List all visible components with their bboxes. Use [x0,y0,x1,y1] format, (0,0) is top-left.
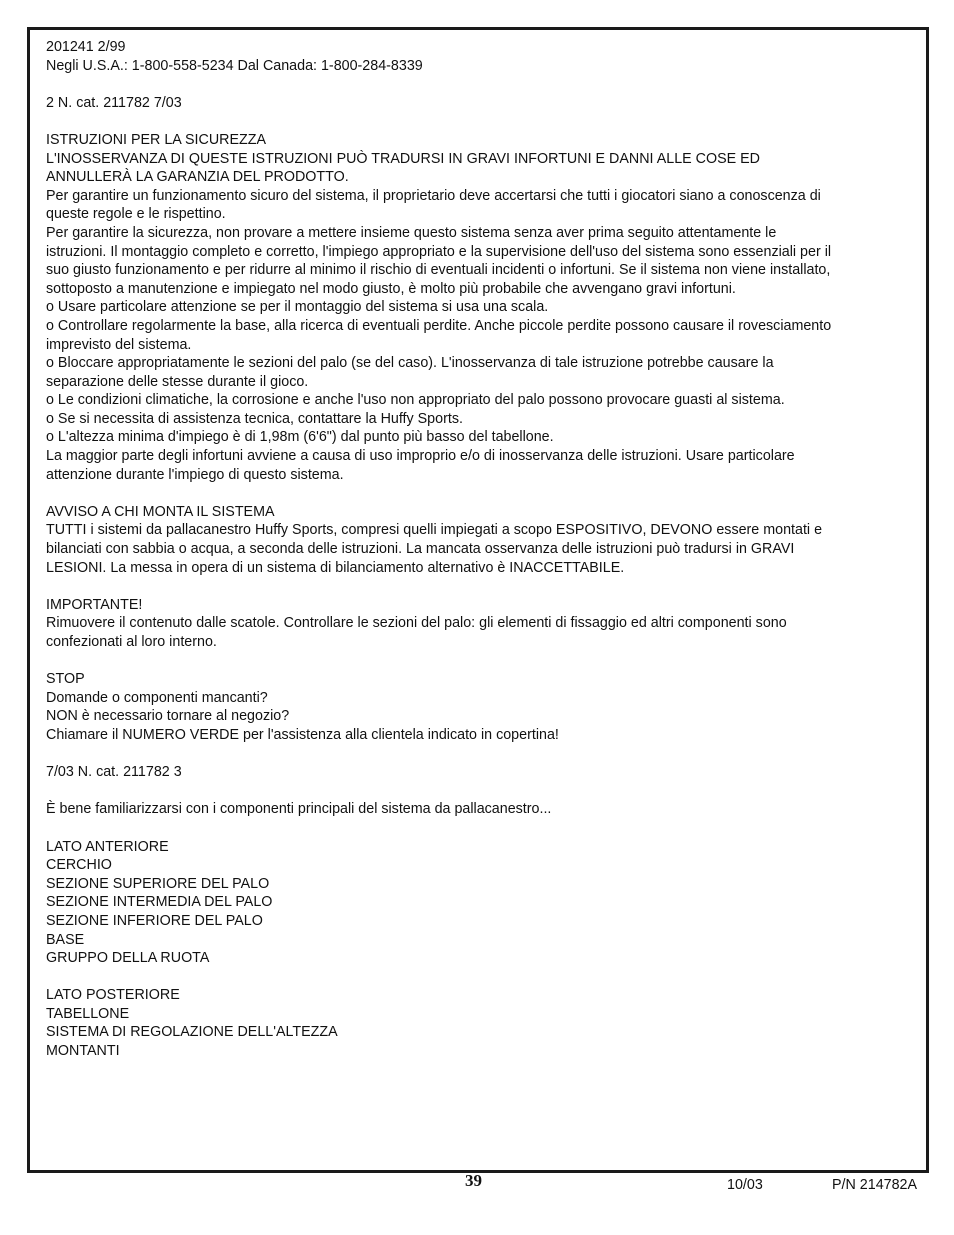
paragraph [46,800,914,819]
page-number: 39 [465,1171,482,1190]
paragraph [46,596,914,652]
paragraph-gap [46,112,914,131]
text-line: separazione delle stesse durante il gioco. [46,373,309,390]
text-line: 201241 2/99 [46,39,126,55]
text-line: ISTRUZIONI PER LA SICUREZZA [46,131,267,148]
part-number: P/N 214782A [832,1177,918,1193]
text-line: IMPORTANTE! [46,596,143,613]
text-line: LATO POSTERIORE [46,987,180,1004]
text-line: BASE [46,931,85,948]
text-line: 2 N. cat. 211782 7/03 [46,94,182,111]
text-line: Domande o componenti mancanti? [46,689,268,706]
text-line: istruzioni. Il montaggio completo e corretto, l'impiego appropriato e la supervisione dell'uso del sistema sono essenziali per il [46,243,832,260]
text-line: SEZIONE SUPERIORE DEL PALO [46,875,270,892]
text-line: NON è necessario tornare al negozio? [46,708,290,725]
text-line: bilanciati con sabbia o acqua, a seconda delle istruzioni. La mancata osservanza delle istruzioni può tradursi in GRAVI [46,541,795,558]
text-line: suo giusto funzionamento e per ridurre al minimo il rischio di eventuali incidenti o infortuni. Se il sistema non viene installato, [46,262,831,279]
paragraph [46,94,914,113]
footer-date: 10/03 [727,1177,763,1193]
paragraph [46,838,914,968]
text-line: Per garantire un funzionamento sicuro del sistema, il proprietario deve accertarsi che tutti i giocatori siano a conoscenza di [46,187,821,204]
paragraph-gap [46,484,914,503]
text-line: LATO ANTERIORE [46,838,169,855]
text-line: TUTTI i sistemi da pallacanestro Huffy Sports, compresi quelli impiegati a scopo ESPOSITIVO, DEVONO essere montati e [46,522,823,539]
text-line: Negli U.S.A.: 1-800-558-5234 Dal Canada: 1-800-284-8339 [46,57,423,74]
text-line: CERCHIO [46,857,112,874]
text-line: La maggior parte degli infortuni avviene a causa di uso improprio e/o di inosservanza delle istruzioni. Usare particolare [46,448,795,465]
paragraph [46,670,914,744]
paragraph-gap [46,75,914,94]
text-line: ANNULLERÀ LA GARANZIA DEL PRODOTTO. [46,169,349,186]
text-line: confezionati al loro interno. [46,634,217,650]
text-line: TABELLONE [46,1005,130,1022]
text-line: o Se si necessita di assistenza tecnica, contattare la Huffy Sports. [46,410,463,427]
paragraph-gap [46,782,914,801]
text-line: 7/03 N. cat. 211782 3 [46,764,182,781]
text-line: queste regole e le rispettino. [46,206,226,223]
text-line: MONTANTI [46,1043,120,1060]
text-line: È bene familiarizzarsi con i componenti principali del sistema da pallacanestro... [46,801,552,818]
paragraph [46,503,914,577]
text-line: o Controllare regolarmente la base, alla ricerca di eventuali perdite. Anche piccole perdite possono causare il rovesciamento [46,317,832,334]
paragraph-gap [46,577,914,596]
paragraph [46,131,914,484]
text-line: GRUPPO DELLA RUOTA [46,950,210,967]
paragraph-gap [46,745,914,764]
text-line: Rimuovere il contenuto dalle scatole. Controllare le sezioni del palo: gli elementi di fissaggio ed altri componenti sono [46,615,787,632]
text-line: o Usare particolare attenzione se per il montaggio del sistema si usa una scala. [46,299,549,316]
text-line: SEZIONE INFERIORE DEL PALO [46,912,263,929]
text-line: o Bloccare appropriatamente le sezioni del palo (se del caso). L'inosservanza di tale istruzione potrebbe causare la [46,355,774,372]
text-line: LESIONI. La messa in opera di un sistema di bilanciamento alternativo è INACCETTABILE. [46,559,625,576]
text-line: sottoposto a manutenzione e impiegato nel modo giusto, è molto più probabile che avvengano gravi infortuni. [46,280,736,297]
text-line: STOP [46,671,85,688]
text-line: AVVISO A CHI MONTA IL SISTEMA [46,503,275,520]
paragraph [46,986,914,1060]
paragraph-gap [46,968,914,987]
document-body [46,38,914,1061]
text-line: imprevisto del sistema. [46,336,192,353]
text-line: Per garantire la sicurezza, non provare a mettere insieme questo sistema senza aver prima seguito attentamente le [46,224,777,241]
text-line: SEZIONE INTERMEDIA DEL PALO [46,894,273,911]
text-line: SISTEMA DI REGOLAZIONE DELL'ALTEZZA [46,1024,338,1041]
text-line: L'INOSSERVANZA DI QUESTE ISTRUZIONI PUÒ TRADURSI IN GRAVI INFORTUNI E DANNI ALLE COSE ED [46,150,760,167]
text-line: Chiamare il NUMERO VERDE per l'assistenza alla clientela indicato in copertina! [46,726,559,743]
text-line: o L'altezza minima d'impiego è di 1,98m (6'6") dal punto più basso del tabellone. [46,429,554,446]
paragraph-gap [46,819,914,838]
paragraph [46,763,914,782]
text-line: o Le condizioni climatiche, la corrosione e anche l'uso non appropriato del palo possono provocare guasti al sistema. [46,392,785,409]
paragraph [46,38,914,75]
paragraph-gap [46,652,914,671]
text-line: attenzione durante l'impiego di questo sistema. [46,466,344,483]
